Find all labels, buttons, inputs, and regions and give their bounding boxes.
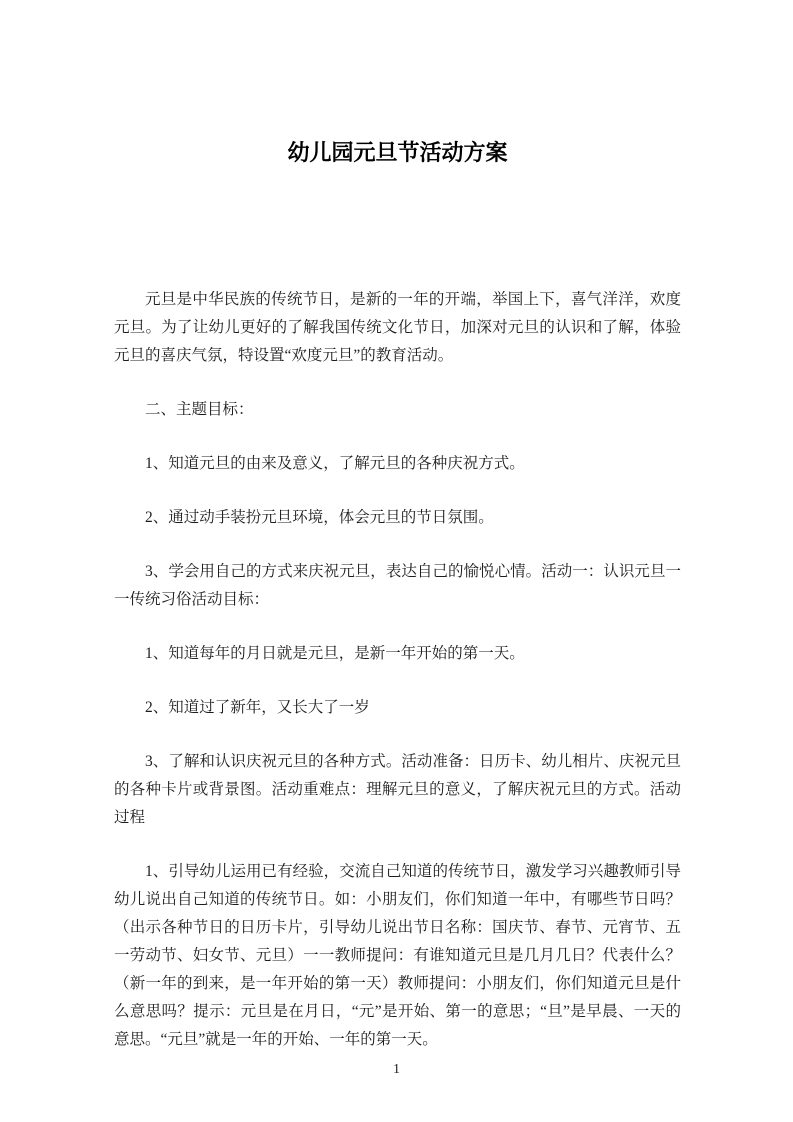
paragraph-activity-process-step-1: 1、引导幼儿运用已有经验，交流自己知道的传统节日，激发学习兴趣教师引导幼儿说出自己知道的传统节日。如：小朋友们，你们知道一年中，有哪些节日吗？（出示各种节日的日历卡片，引导幼儿说出节日名称：国庆节、春节、元宵节、五一劳动节、妇女节、元旦）一一教师提问：有谁知道元旦是几月几日？代表什么？（新一年的到来，是一年开始的第一天）教师提问：小朋友们，你们知道元旦是什么意思吗？提示：元旦是在月日，“元”是开始、第一的意思；“旦”是早晨、一天的意思。“元旦”就是一年的开始、一年的第一天。	[114, 863, 681, 1048]
paragraph-goal-1: 1、知道元旦的由来及意义，了解元旦的各种庆祝方式。	[145, 455, 525, 472]
paragraph-intro: 元旦是中华民族的传统节日，是新的一年的开端，举国上下，喜气洋洋，欢度元旦。为了让幼儿更好的了解我国传统文化节日，加深对元旦的认识和了解，体验元旦的喜庆气氛，特设置“欢度元旦”的教育活动。	[114, 291, 681, 364]
paragraph-activity-goal-2: 2、知道过了新年，又长大了一岁	[145, 699, 370, 716]
document-body	[114, 286, 681, 1054]
document-title: 幼儿园元旦节活动方案	[287, 140, 508, 165]
paragraph-theme-goals-heading: 二、主题目标：	[145, 401, 254, 418]
paragraph-activity-goal-3-preparation: 3、了解和认识庆祝元旦的各种方式。活动准备：日历卡、幼儿相片、庆祝元旦的各种卡片或背景图。活动重难点：理解元旦的意义，了解庆祝元旦的方式。活动过程	[114, 753, 681, 826]
paragraph-goal-3-activity-1: 3、学会用自己的方式来庆祝元旦，表达自己的愉悦心情。活动一：认识元旦一一传统习俗活动目标：	[114, 563, 681, 608]
paragraph-goal-2: 2、通过动手装扮元旦环境，体会元旦的节日氛围。	[145, 509, 494, 526]
page-number: 1	[393, 1062, 400, 1077]
paragraph-activity-goal-1: 1、知道每年的月日就是元旦，是新一年开始的第一天。	[145, 645, 525, 662]
